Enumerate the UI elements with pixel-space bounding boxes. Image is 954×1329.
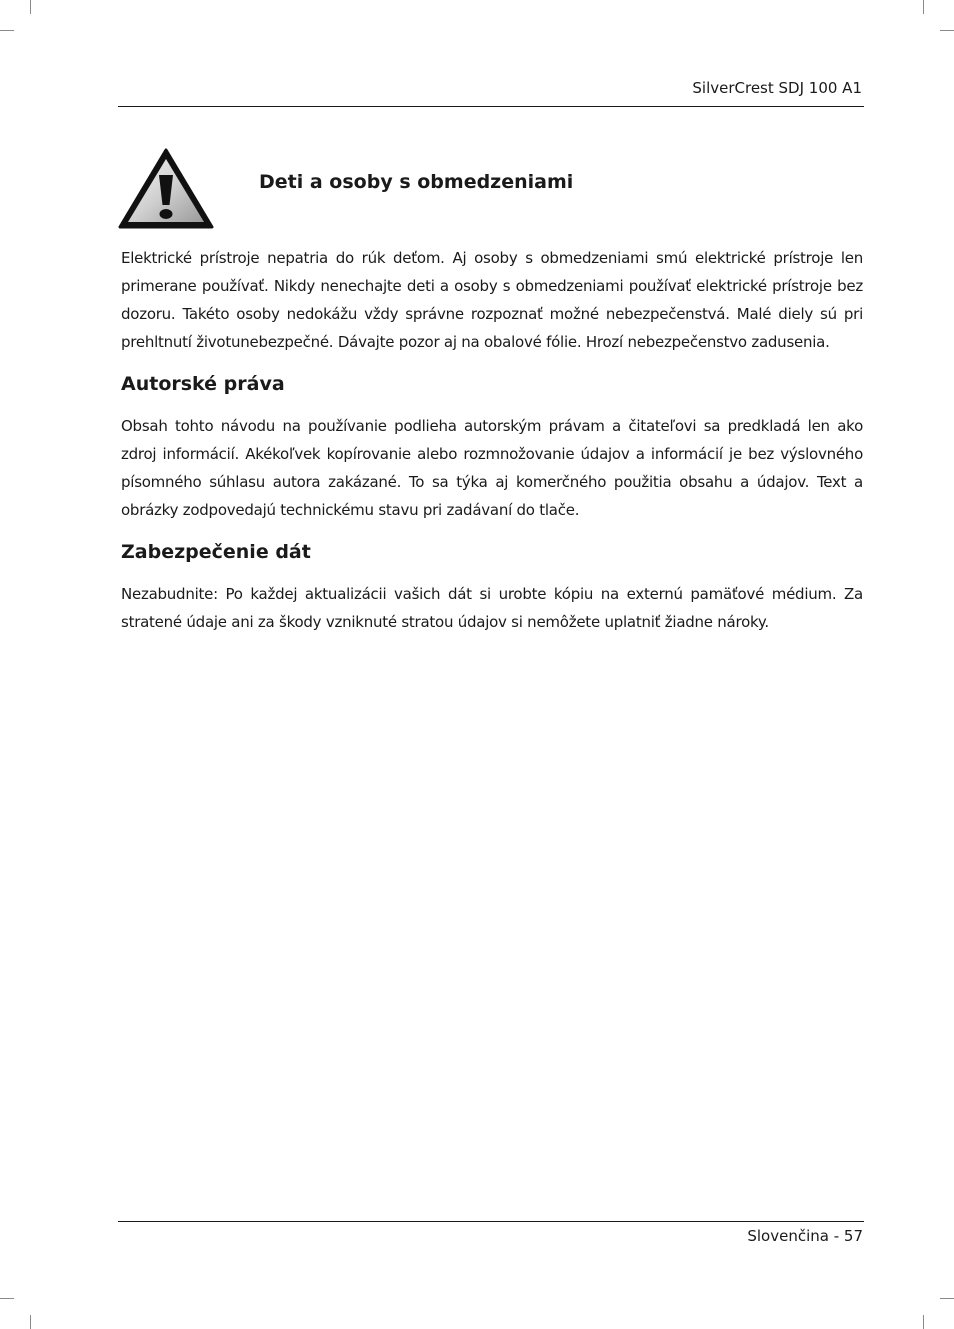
section-title-copyright: Autorské práva bbox=[121, 373, 285, 395]
crop-mark bbox=[923, 0, 924, 14]
footer-rule bbox=[118, 1221, 864, 1222]
footer-page-label: Slovenčina - 57 bbox=[747, 1227, 863, 1245]
crop-mark bbox=[923, 1315, 924, 1329]
header-product-name: SilverCrest SDJ 100 A1 bbox=[692, 79, 862, 97]
warning-title: Deti a osoby s obmedzeniami bbox=[259, 171, 574, 193]
crop-mark bbox=[0, 1298, 14, 1299]
crop-mark bbox=[0, 30, 14, 31]
section-title-data-backup: Zabezpečenie dát bbox=[121, 541, 311, 563]
section-paragraph-copyright: Obsah tohto návodu na používanie podlieha autorským právam a čitateľovi sa predkladá len ako zdroj informácií. Akékoľvek kopírovanie alebo rozmnožovanie údajov a informácií je bez výslovného písomného súhlasu autora zakázané. To sa týka aj komerčného použitia obsahu a údajov. Text a obrázky zodpovedajú technickému stavu pri zadávaní do tlače. bbox=[121, 417, 863, 519]
crop-mark bbox=[30, 0, 31, 14]
header-rule bbox=[118, 106, 864, 107]
crop-mark bbox=[30, 1315, 31, 1329]
warning-paragraph: Elektrické prístroje nepatria do rúk deťom. Aj osoby s obmedzeniami smú elektrické prístroje len primerane používať. Nikdy nenechajte deti a osoby s obmedzeniami používať elektrické prístroje bez dozoru. Takéto osoby nedokážu vždy správne rozpoznať možné nebezpečenstvá. Malé diely sú pri prehltnutí životunebezpečné. Dávajte pozor aj na obalové fólie. Hrozí nebezpečenstvo zadusenia. bbox=[121, 249, 863, 351]
crop-mark bbox=[940, 1298, 954, 1299]
section-paragraph-data-backup: Nezabudnite: Po každej aktualizácii vašich dát si urobte kópiu na externú pamäťové médium. Za stratené údaje ani za škody vzniknuté stratou údajov si nemôžete uplatniť žiadne nároky. bbox=[121, 585, 863, 631]
warning-triangle-exclamation-icon bbox=[118, 148, 214, 230]
crop-mark bbox=[940, 30, 954, 31]
